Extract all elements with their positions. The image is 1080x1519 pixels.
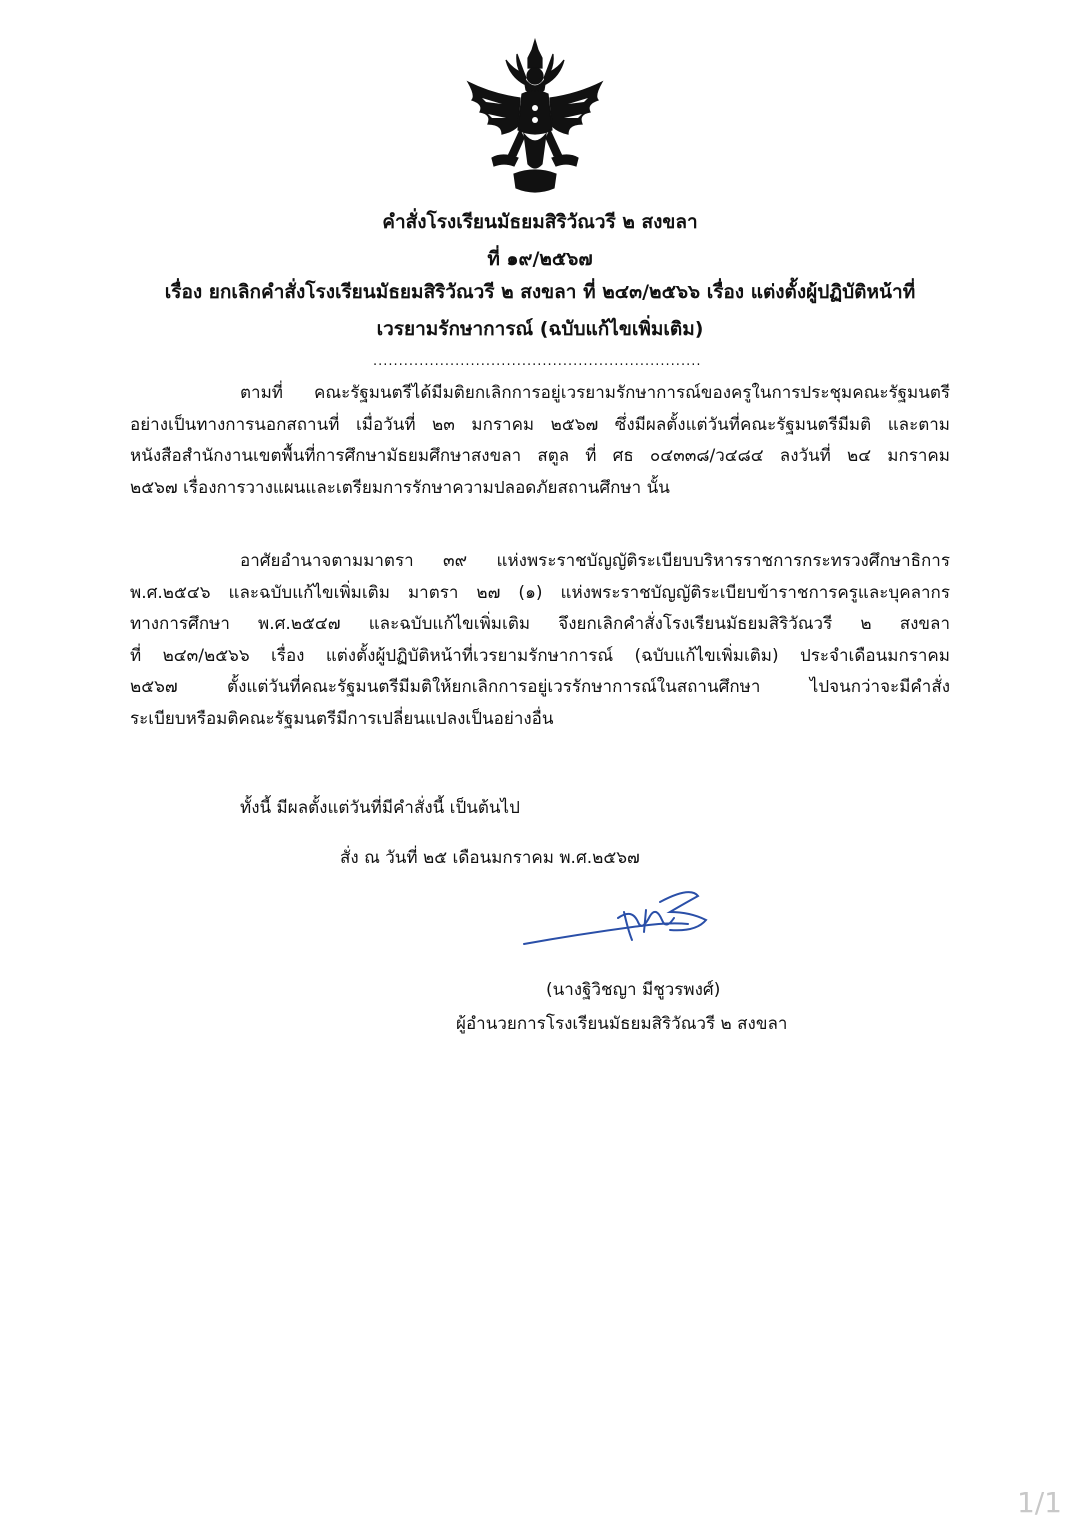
signatory-position: ผู้อำนวยการโรงเรียนมัธยมสิริวัณวรี ๒ สงขลา bbox=[456, 1014, 788, 1034]
separator-dots: ................................................................ bbox=[373, 354, 702, 369]
paragraph-1 bbox=[130, 378, 950, 504]
signature-image bbox=[520, 882, 720, 952]
subject-line-2: เวรยามรักษาการณ์ (ฉบับแก้ไขเพิ่มเติม) bbox=[376, 318, 704, 340]
paragraph-line: ระเบียบหรือมติคณะรัฐมนตรีมีการเปลี่ยนแปลงเป็นอย่างอื่น bbox=[130, 708, 554, 729]
order-number: ที่ ๑๙/๒๕๖๗ bbox=[487, 248, 593, 270]
paragraph-line: ๒๕๖๗ ตั้งแต่วันที่คณะรัฐมนตรีมีมติให้ยกเลิกการอยู่เวรรักษาการณ์ในสถานศึกษา ไปจนกว่าจะมีคำสั่ง bbox=[130, 677, 950, 697]
paragraph-line: อาศัยอำนาจตามมาตรา ๓๙ แห่งพระราชบัญญัติระเบียบบริหารราชการกระทรวงศึกษาธิการ bbox=[240, 551, 950, 571]
paragraph-line: ที่ ๒๔๓/๒๕๖๖ เรื่อง แต่งตั้งผู้ปฏิบัติหน้าที่เวรยามรักษาการณ์ (ฉบับแก้ไขเพิ่มเติม) ประจำเดือนมกราคม bbox=[130, 645, 950, 666]
paragraph-line: ตามที่ คณะรัฐมนตรีได้มีมติยกเลิกการอยู่เวรยามรักษาการณ์ของครูในการประชุมคณะรัฐมนตรี bbox=[240, 383, 950, 403]
signatory-name: (นางฐิวิชญา มีชูวรพงศ์) bbox=[546, 980, 721, 1000]
paragraph-2 bbox=[130, 546, 950, 735]
effective-statement: ทั้งนี้ มีผลตั้งแต่วันที่มีคำสั่งนี้ เป็นต้นไป bbox=[240, 798, 520, 818]
paragraph-line: ๒๕๖๗ เรื่องการวางแผนและเตรียมการรักษาความปลอดภัยสถานศึกษา นั้น bbox=[130, 477, 670, 498]
ordered-date: สั่ง ณ วันที่ ๒๕ เดือนมกราคม พ.ศ.๒๕๖๗ bbox=[340, 848, 640, 868]
garuda-emblem-icon bbox=[462, 38, 608, 198]
paragraph-line: อย่างเป็นทางการนอกสถานที่ เมื่อวันที่ ๒๓ มกราคม ๒๕๖๗ ซึ่งมีผลตั้งแต่วันที่คณะรัฐมนตรีมีมติ และตาม bbox=[130, 414, 950, 435]
subject-line-1: เรื่อง ยกเลิกคำสั่งโรงเรียนมัธยมสิริวัณวรี ๒ สงขลา ที่ ๒๔๓/๒๕๖๖ เรื่อง แต่งตั้งผู้ปฏิบัติหน้าที่ bbox=[164, 281, 916, 303]
paragraph-line: หนังสือสำนักงานเขตพื้นที่การศึกษามัธยมศึกษาสงขลา สตูล ที่ ศธ ๐๔๓๓๘/ว๔๘๔ ลงวันที่ ๒๔ มกราคม bbox=[130, 446, 950, 466]
paragraph-line: พ.ศ.๒๕๔๖ และฉบับแก้ไขเพิ่มเติม มาตรา ๒๗ (๑) แห่งพระราชบัญญัติระเบียบข้าราชการครูและบุคลากร bbox=[130, 582, 950, 603]
paragraph-line: ทางการศึกษา พ.ศ.๒๕๔๗ และฉบับแก้ไขเพิ่มเติม จึงยกเลิกคำสั่งโรงเรียนมัธยมสิริวัณวรี ๒ สงขลา bbox=[130, 614, 950, 634]
page-indicator: 1/1 bbox=[1016, 1486, 1062, 1519]
order-title: คำสั่งโรงเรียนมัธยมสิริวัณวรี ๒ สงขลา bbox=[382, 211, 698, 233]
